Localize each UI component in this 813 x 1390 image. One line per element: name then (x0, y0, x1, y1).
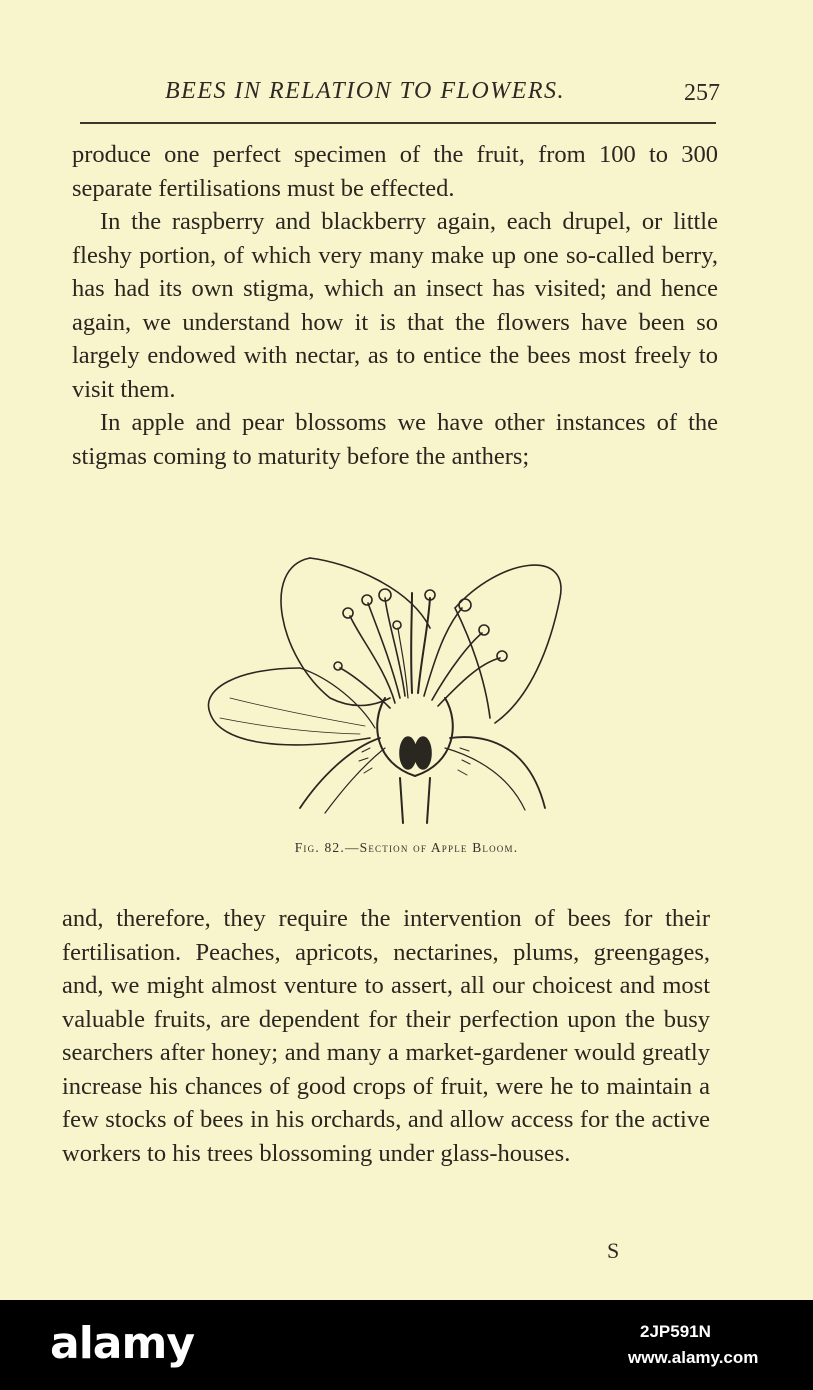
signature-mark: S (607, 1238, 620, 1263)
brand-logo: alamy (50, 1318, 194, 1369)
apple-bloom-illustration (200, 548, 585, 828)
paragraph-4: and, therefore, they require the intervention of bees for their fertilisation. Peaches, apricots, nectarines, plums, greengages, and, we might almost venture to assert, all our choicest and most valuable fruits, are dependent for their perfection upon the busy searchers after honey; and many a market-gardener would greatly increase his chances of good crops of fruit, were he to maintain a few stocks of bees in his orchards, and allow access for the active workers to his trees blossoming under glass-houses. (62, 905, 710, 1167)
image-id: 2JP591N (640, 1322, 711, 1341)
ovary-seed-right (415, 737, 431, 769)
running-title: BEES IN RELATION TO FLOWERS. (165, 78, 565, 104)
petal-upper-left (281, 558, 390, 706)
ovary-seed-left (400, 737, 416, 769)
body-text-top (72, 138, 718, 473)
watermark-footer (0, 1300, 813, 1390)
page-number: 257 (684, 80, 720, 106)
paragraph-3: In apple and pear blossoms we have other instances of the stigmas coming to maturity before the anthers; (72, 409, 718, 470)
running-head (0, 78, 813, 110)
paragraph-1: produce one perfect specimen of the fruit, from 100 to 300 separate fertilisations must be effected. (72, 141, 718, 202)
paragraph-2: In the raspberry and blackberry again, each drupel, or little fleshy portion, of which very many make up one so-called berry, has had its own stigma, which an insect has visited; and hence again, we understand how it is that the flowers have been so largely endowed with nectar, as to entice the bees most freely to visit them. (72, 208, 718, 403)
body-text-bottom (62, 902, 710, 1170)
header-rule (80, 122, 716, 124)
figure-caption: Fig. 82.—Section of Apple Bloom. (294, 840, 519, 855)
receptacle (377, 698, 453, 776)
site-url: www.alamy.com (628, 1348, 759, 1367)
sepal-right (450, 737, 545, 808)
